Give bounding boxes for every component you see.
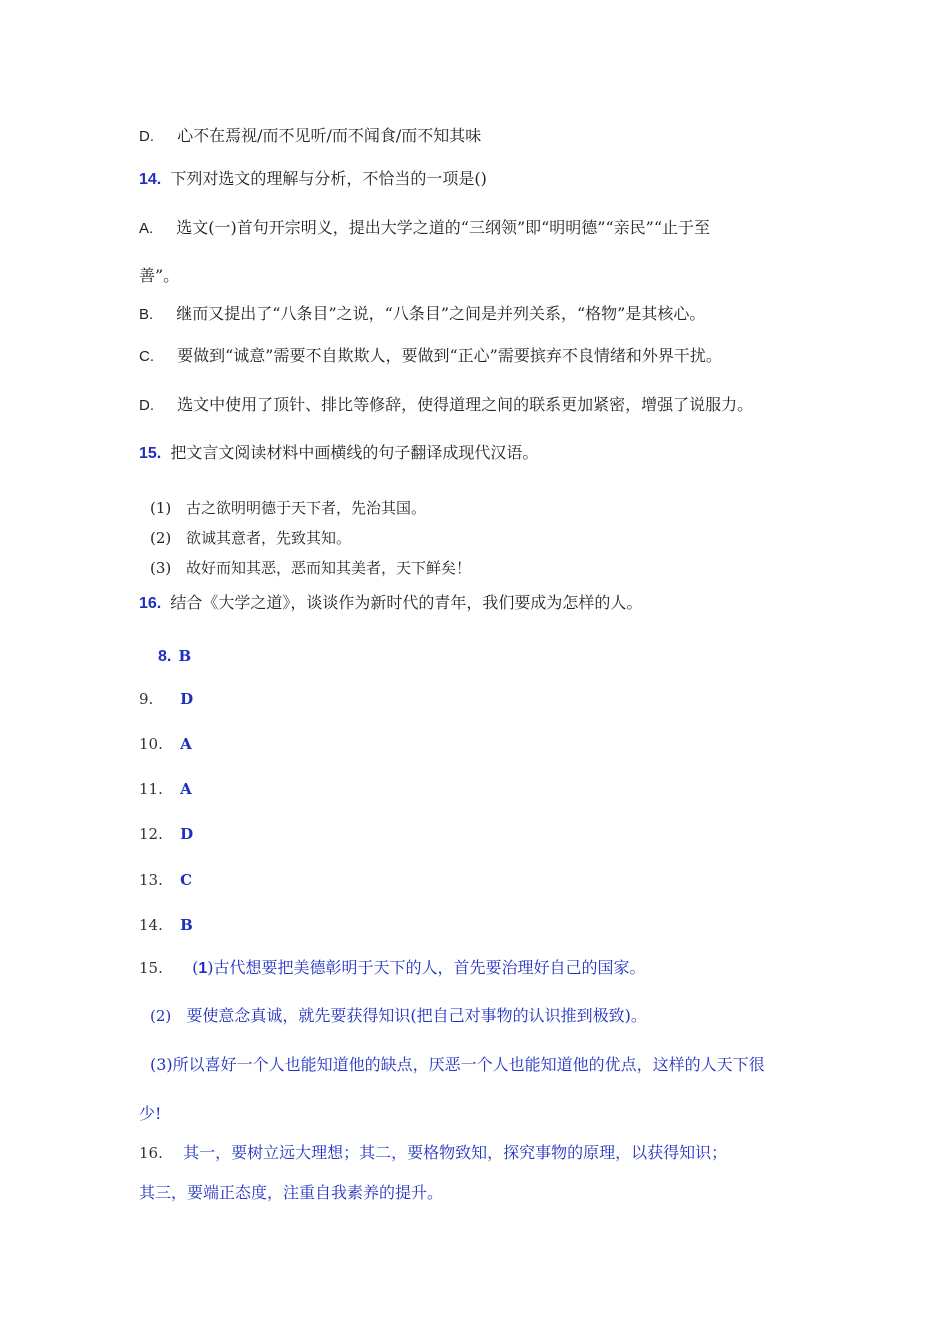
answer-value: B	[180, 916, 193, 934]
answer-9	[139, 689, 193, 709]
answer-value: A	[180, 735, 192, 753]
answer-15-item-2	[150, 1006, 647, 1026]
q13-option-d	[139, 126, 481, 147]
option-letter: B.	[139, 306, 154, 323]
answer-number: 10.	[139, 735, 163, 753]
answer-number: 9.	[139, 690, 154, 708]
answer-value: B	[178, 647, 192, 665]
option-letter: D.	[139, 128, 154, 145]
q14-option-a	[139, 218, 710, 239]
q14-option-d	[139, 395, 753, 416]
question-text: 下列对选文的理解与分析，不恰当的一项是()	[170, 169, 487, 188]
answer-15-item-3-continued: 少!	[139, 1104, 162, 1123]
question-number: 15.	[139, 445, 162, 462]
q14-option-c	[139, 346, 722, 367]
answer-15-item-1	[139, 958, 646, 979]
answer-16-line-2: 其三，要端正态度，注重自我素养的提升。	[139, 1183, 444, 1202]
answer-11	[139, 779, 192, 799]
option-text: 选文(一)首句开宗明义，提出大学之道的“三纲领”即“明明德”“亲民”“止于至	[176, 218, 711, 237]
answer-number: 12.	[139, 825, 163, 843]
option-text: 要做到“诚意”需要不自欺欺人，要做到“正心”需要摈弃不良情绪和外界干扰。	[177, 346, 722, 365]
item-text: 要使意念真诚，就先要获得知识(把自己对事物的认识推到极致)。	[186, 1006, 647, 1025]
item-open-paren: (	[192, 958, 199, 977]
answer-number: 8.	[158, 648, 172, 665]
option-letter: A.	[139, 220, 154, 237]
q15-item-3	[150, 558, 471, 578]
answer-10	[139, 734, 192, 754]
option-text: 心不在焉视/而不见听/而不闻食/而不知其味	[177, 126, 482, 145]
option-text: 选文中使用了顶针、排比等修辞，使得道理之间的联系更加紧密，增强了说服力。	[177, 395, 754, 414]
question-16-stem	[139, 593, 642, 614]
question-text: 结合《大学之道》，谈谈作为新时代的青年，我们要成为怎样的人。	[170, 593, 643, 612]
answer-16-line-1	[139, 1143, 727, 1163]
answer-number: 15.	[139, 959, 163, 977]
item-text: 欲诚其意者，先致其知。	[186, 529, 352, 547]
item-mark: (2)	[150, 1007, 172, 1025]
item-text: 古之欲明明德于天下者，先治其国。	[186, 499, 427, 517]
answer-14	[139, 915, 193, 935]
item-text: )古代想要把美德彰明于天下的人，首先要治理好自己的国家。	[207, 958, 646, 977]
option-text: 继而又提出了“八条目”之说，“八条目”之间是并列关系，“格物”是其核心。	[176, 304, 706, 323]
question-number: 16.	[139, 595, 162, 612]
answer-text: 其一，要树立远大理想；其二，要格物致知，探究事物的原理，以获得知识；	[183, 1143, 728, 1162]
question-text: 把文言文阅读材料中画横线的句子翻译成现代汉语。	[170, 443, 539, 462]
question-14-stem	[139, 169, 487, 190]
answer-number: 13.	[139, 871, 163, 889]
answer-value: D	[180, 690, 194, 708]
item-number: 1	[198, 960, 208, 977]
answer-value: D	[180, 825, 194, 843]
item-mark: (1)	[150, 499, 172, 517]
option-letter: D.	[139, 397, 154, 414]
answer-12	[139, 824, 193, 844]
answer-number: 14.	[139, 916, 163, 934]
item-text: 故好而知其恶，恶而知其美者，天下鲜矣！	[186, 559, 472, 577]
q15-item-1	[150, 498, 426, 518]
q15-item-2	[150, 528, 351, 548]
item-mark: (3)	[150, 559, 172, 577]
question-15-stem	[139, 443, 538, 464]
answer-13	[139, 870, 192, 890]
answer-15-item-3: (3)所以喜好一个人也能知道他的缺点，厌恶一个人也能知道他的优点，这样的人天下很	[150, 1055, 765, 1074]
q14-option-b	[139, 304, 705, 325]
q14-option-a-continued: 善”。	[139, 266, 180, 285]
answer-number: 11.	[139, 780, 163, 798]
answer-value: C	[180, 871, 193, 889]
item-mark: (2)	[150, 529, 172, 547]
question-number: 14.	[139, 171, 162, 188]
answer-value: A	[180, 780, 192, 798]
answer-number: 16.	[139, 1144, 163, 1162]
option-letter: C.	[139, 348, 154, 365]
answer-8	[158, 646, 191, 667]
